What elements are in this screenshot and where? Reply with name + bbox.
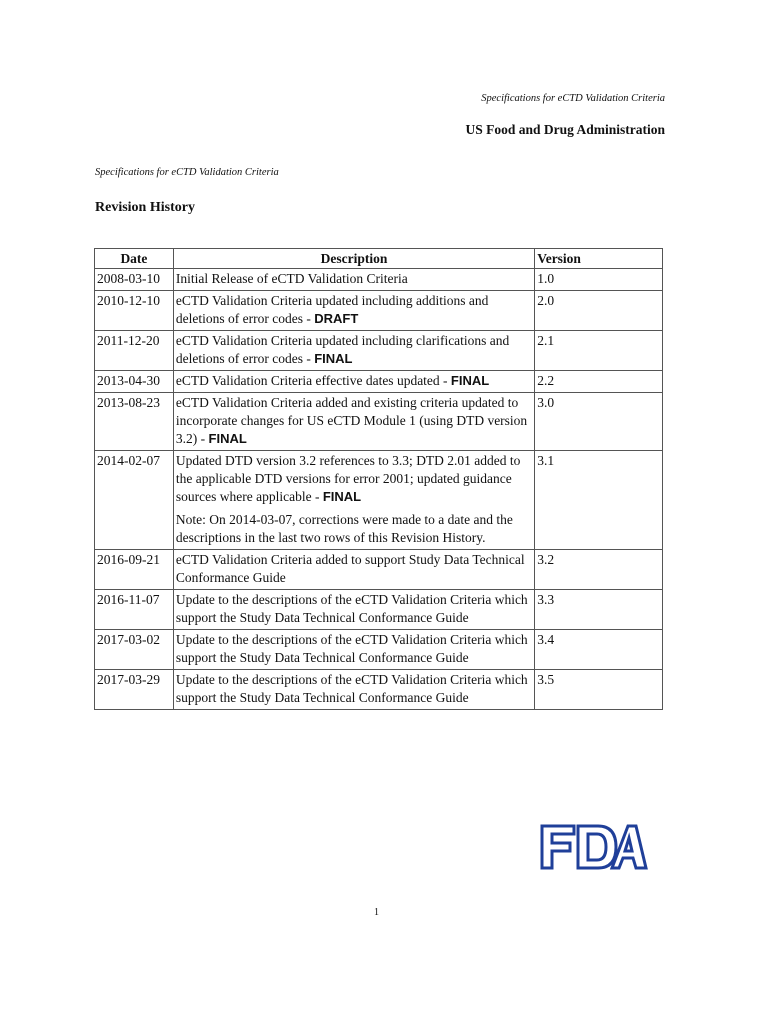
running-header-title: Specifications for eCTD Validation Criteria <box>481 93 665 104</box>
description-text: Update to the descriptions of the eCTD Validation Criteria which support the Study Data Technical Conformance Guide <box>175 672 528 705</box>
revision-rows <box>95 269 663 710</box>
cell-version: 3.1 <box>535 451 663 550</box>
cell-date: 2013-04-30 <box>95 371 174 393</box>
cell-date: 2017-03-02 <box>95 630 174 670</box>
cell-description <box>173 393 534 451</box>
description-text: eCTD Validation Criteria added to support Study Data Technical Conformance Guide <box>175 552 525 585</box>
cell-description <box>173 670 534 710</box>
document-subtitle: Specifications for eCTD Validation Criteria <box>95 167 279 178</box>
table-row <box>95 670 663 710</box>
cell-date: 2017-03-29 <box>95 670 174 710</box>
description-text: Update to the descriptions of the eCTD Validation Criteria which support the Study Data Technical Conformance Guide <box>175 632 528 665</box>
cell-date: 2008-03-10 <box>95 269 174 291</box>
cell-description <box>173 630 534 670</box>
revision-history-table <box>94 248 663 710</box>
table-row <box>95 550 663 590</box>
status-label: FINAL <box>450 373 490 388</box>
cell-version: 3.2 <box>535 550 663 590</box>
cell-version: 3.3 <box>535 590 663 630</box>
running-header-agency: US Food and Drug Administration <box>465 122 665 137</box>
table-header-row <box>95 249 663 269</box>
table-row <box>95 630 663 670</box>
cell-version: 1.0 <box>535 269 663 291</box>
cell-date: 2016-11-07 <box>95 590 174 630</box>
fda-logo-glyphs <box>542 826 646 868</box>
status-label: FINAL <box>208 431 247 446</box>
status-label: FINAL <box>314 351 353 366</box>
description-text: Update to the descriptions of the eCTD Validation Criteria which support the Study Data Technical Conformance Guide <box>175 592 528 625</box>
table-row <box>95 269 663 291</box>
cell-date: 2013-08-23 <box>95 393 174 451</box>
description-text: Initial Release of eCTD Validation Criteria <box>175 271 408 286</box>
fda-logo <box>540 824 648 870</box>
status-label: DRAFT <box>314 311 359 326</box>
description-text: eCTD Validation Criteria updated including clarifications and deletions of error codes - <box>175 333 510 366</box>
cell-version: 2.0 <box>535 291 663 331</box>
table-row <box>95 451 663 550</box>
column-header-version: Version <box>535 249 663 269</box>
cell-description <box>173 291 534 331</box>
section-title: Revision History <box>95 200 195 215</box>
column-header-description: Description <box>173 249 534 269</box>
table-row <box>95 393 663 451</box>
cell-version: 3.0 <box>535 393 663 451</box>
cell-date: 2011-12-20 <box>95 331 174 371</box>
description-text: eCTD Validation Criteria updated including additions and deletions of error codes - <box>175 293 489 326</box>
cell-description <box>173 331 534 371</box>
description-text: eCTD Validation Criteria effective dates updated - <box>175 373 448 388</box>
cell-version: 3.5 <box>535 670 663 710</box>
table-row <box>95 291 663 331</box>
cell-version: 2.2 <box>535 371 663 393</box>
cell-date: 2016-09-21 <box>95 550 174 590</box>
cell-description <box>173 269 534 291</box>
status-label: FINAL <box>322 489 362 504</box>
table-row <box>95 371 663 393</box>
description-text: Updated DTD version 3.2 references to 3.3; DTD 2.01 added to the applicable DTD versions for error 2001; updated guidance sources where applicable - <box>175 453 521 504</box>
cell-version: 2.1 <box>535 331 663 371</box>
cell-description <box>173 550 534 590</box>
revision-note: Note: On 2014-03-07, corrections were made to a date and the descriptions in the last two rows of this Revision History. <box>175 512 513 545</box>
cell-description <box>173 590 534 630</box>
description-text: eCTD Validation Criteria added and existing criteria updated to incorporate changes for US eCTD Module 1 (using DTD version 3.2) - <box>175 395 528 446</box>
table-row <box>95 590 663 630</box>
table-row <box>95 331 663 371</box>
cell-date: 2010-12-10 <box>95 291 174 331</box>
cell-version: 3.4 <box>535 630 663 670</box>
cell-description <box>173 451 534 550</box>
page-number: 1 <box>374 907 379 918</box>
column-header-date: Date <box>95 249 174 269</box>
cell-description <box>173 371 534 393</box>
cell-date: 2014-02-07 <box>95 451 174 550</box>
